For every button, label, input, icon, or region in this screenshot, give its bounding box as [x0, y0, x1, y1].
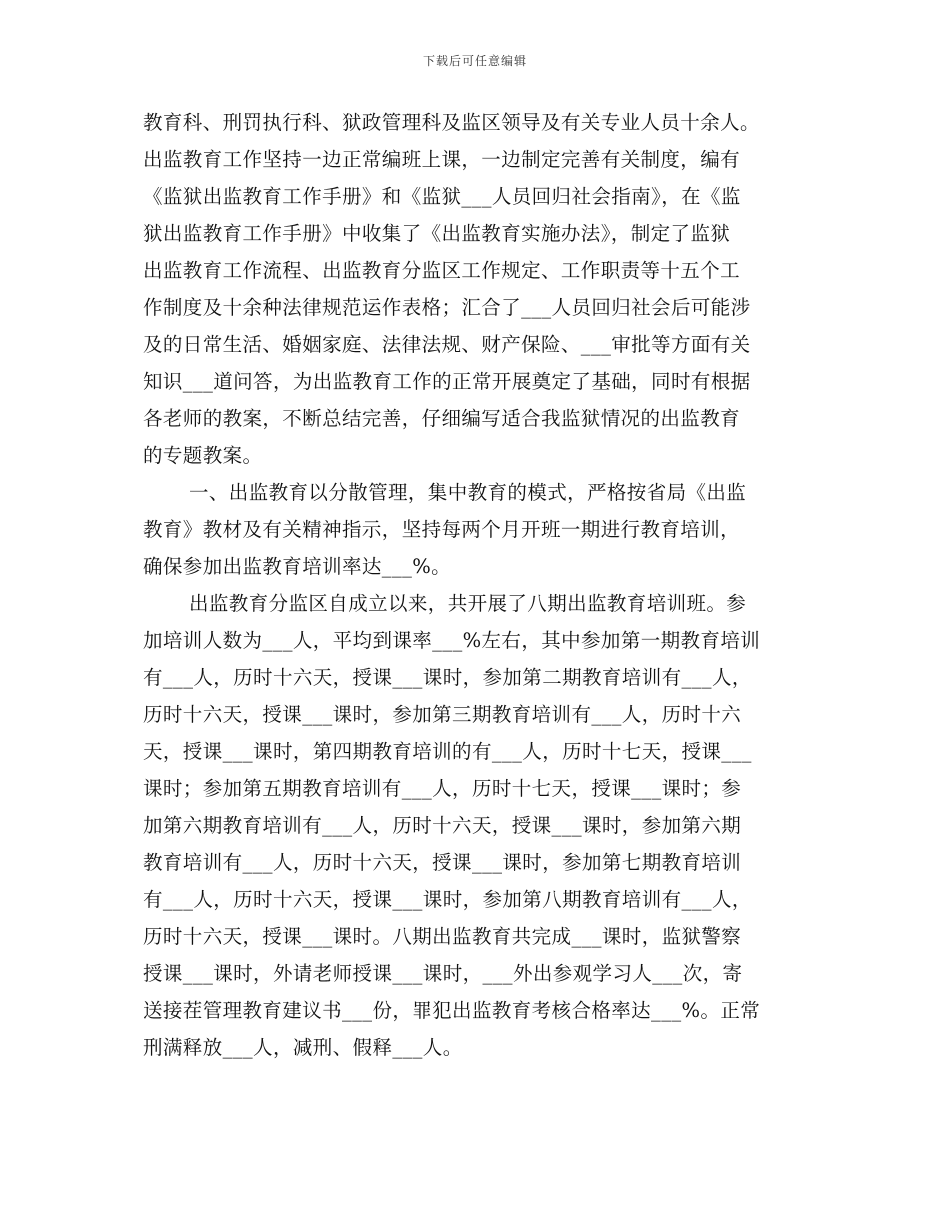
text-line: 知识___道问答，为出监教育工作的正常开展奠定了基础，同时有根据: [143, 370, 751, 393]
text-line: 各老师的教案，不断总结完善，仔细编写适合我监狱情况的出监教育: [143, 407, 741, 430]
text-line: 教育科、刑罚执行科、狱政管理科及监区领导及有关专业人员十余人。: [143, 111, 760, 134]
paragraph-first-line: 一、出监教育以分散管理，集中教育的模式，严格按省局《出监: [189, 481, 747, 504]
text-line: 教育》教材及有关精神指示，坚持每两个月开班一期进行教育培训，: [143, 518, 741, 541]
text-line: 出监教育工作流程、出监教育分监区工作规定、工作职责等十五个工: [143, 259, 741, 282]
text-line: 课时；参加第五期教育培训有___人，历时十七天，授课___课时；参: [143, 777, 742, 800]
text-line: 《监狱出监教育工作手册》和《监狱___人员回归社会指南》，在《监: [143, 185, 741, 208]
text-line: 教育培训有___人，历时十六天，授课___课时，参加第七期教育培训: [143, 851, 742, 874]
text-line: 确保参加出监教育培训率达___%。: [143, 555, 452, 578]
text-line: 出监教育工作坚持一边正常编班上课，一边制定完善有关制度，编有: [143, 148, 741, 171]
text-line: 授课___课时，外请老师授课___课时，___外出参观学习人___次，寄: [143, 962, 743, 985]
text-line: 送接茬管理教育建议书___份，罪犯出监教育考核合格率达___%。正常: [143, 999, 761, 1022]
text-line: 历时十六天，授课___课时，参加第三期教育培训有___人，历时十六: [143, 703, 742, 726]
text-line: 刑满释放___人，减刑、假释___人。: [143, 1036, 463, 1059]
text-line: 加第六期教育培训有___人，历时十六天，授课___课时，参加第六期: [143, 814, 742, 837]
page-header: 下载后可任意编辑: [422, 54, 527, 68]
document-body: [143, 104, 823, 1066]
text-line: 狱出监教育工作手册》中收集了《出监教育实施办法》，制定了监狱: [143, 222, 731, 245]
text-line: 有___人，历时十六天，授课___课时，参加第八期教育培训有___人，: [143, 888, 752, 911]
text-line: 历时十六天，授课___课时。八期出监教育共完成___课时，监狱警察: [143, 925, 742, 948]
text-line: 的专题教案。: [143, 444, 263, 467]
text-line: 及的日常生活、婚姻家庭、法律法规、财产保险、___审批等方面有关: [143, 333, 751, 356]
text-line: 有___人，历时十六天，授课___课时，参加第二期教育培训有___人，: [143, 666, 752, 689]
paragraph-first-line: 出监教育分监区自成立以来，共开展了八期出监教育培训班。参: [189, 592, 747, 615]
text-line: 加培训人数为___人，平均到课率___%左右，其中参加第一期教育培训: [143, 629, 761, 652]
text-line: 天，授课___课时，第四期教育培训的有___人，历时十七天，授课___: [143, 740, 752, 763]
text-line: 作制度及十余种法律规范运作表格；汇合了___人员回归社会后可能涉: [143, 296, 751, 319]
